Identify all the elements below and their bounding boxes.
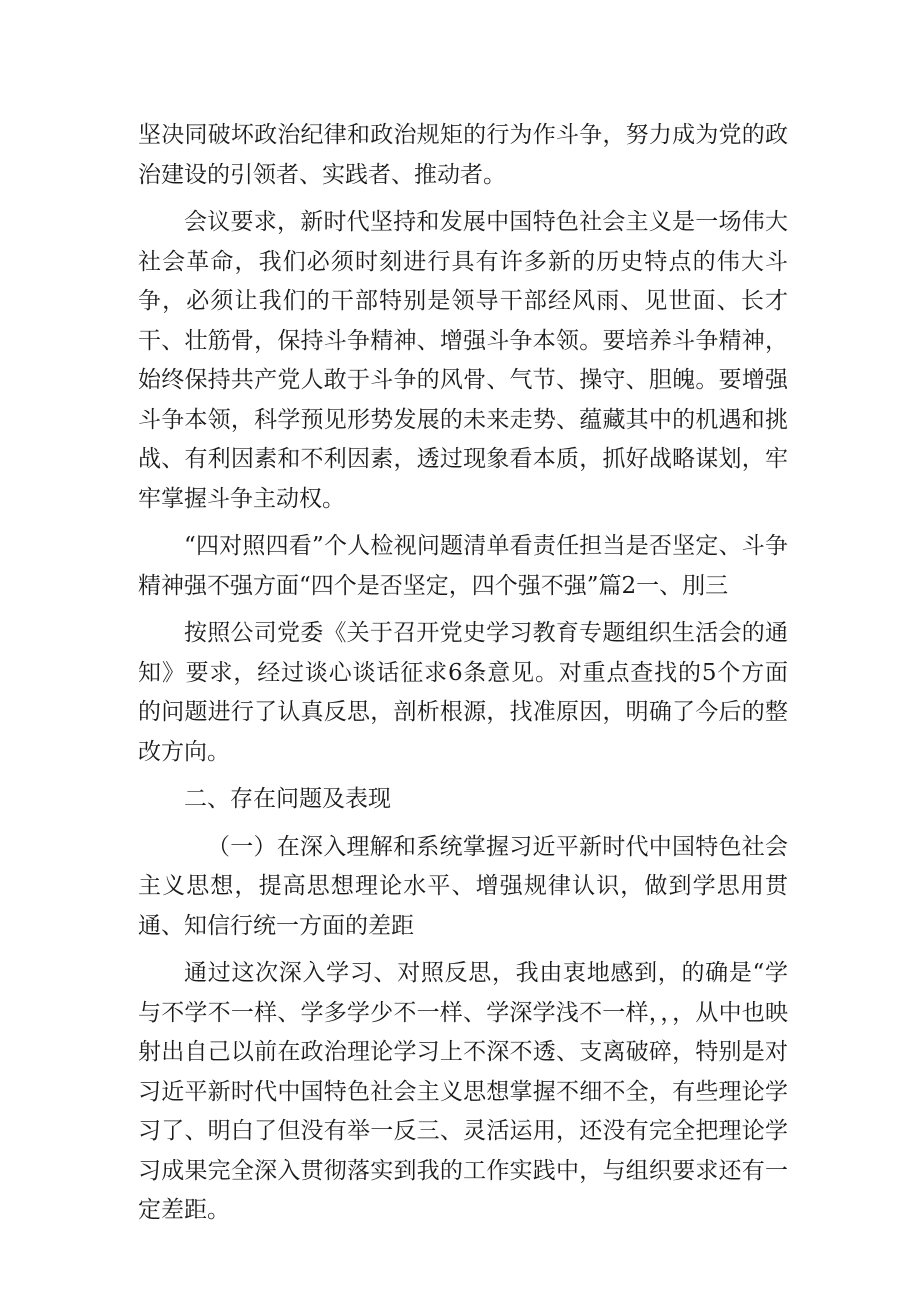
document-body xyxy=(138,116,788,1239)
paragraph-reflection: 通过这次深入学习、对照反思，我由衷地感到，的确是“学与不学不一样、学多学少不一样、学深学浅不一样，，，从中也映射出自己以前在政治理论学习上不深不透、支离破碎，特别是对习近平新时代中国特色社会主义思想掌握不细不全，有些理论学习了、明白了但没有举一反三、灵活运用，还没有完全把理论学习成果完全深入贯彻落实到我的工作实践中，与组织要求还有一定差距。 xyxy=(138,960,788,1223)
paragraph-meeting-requirements: 会议要求，新时代坚持和发展中国特色社会主义是一场伟大社会革命，我们必须时刻进行具有许多新的历史特点的伟大斗争，必须让我们的干部特别是领导干部经风雨、见世面、长才干、壮筋骨，保持斗争精神、增强斗争本领。要培养斗争精神，始终保持共产党人敢于斗争的风骨、气节、操守、胆魄。要增强斗争本领，科学预见形势发展的未来走势、蕴藏其中的机遇和挑战、有利因素和不利因素，透过现象看本质，抓好战略谋划，牢牢掌握斗争主动权。 xyxy=(138,209,788,512)
paragraph-section-title: “四对照四看”个人检视问题清单看责任担当是否坚定、斗争精神强不强方面“四个是否坚定，四个强不强”篇2一、刖三 xyxy=(138,533,788,599)
paragraph-continuation: 坚决同破坏政治纪律和政治规矩的行为作斗争，努力成为党的政治建设的引领者、实践者、推动者。 xyxy=(138,122,788,188)
subheading-gap-one: （一）在深入理解和系统掌握习近平新时代中国特色社会主义思想，提高思想理论水平、增强规律认识，做到学思用贯通、知信行统一方面的差距 xyxy=(138,833,788,939)
paragraph-preface: 按照公司党委《关于召开党史学习教育专题组织生活会的通知》要求，经过谈心谈话征求6条意见。对重点查找的5个方面的问题进行了认真反思，剖析根源，找准原因，明确了今后的整改方向。 xyxy=(138,620,788,765)
heading-problems: 二、存在问题及表现 xyxy=(184,786,391,812)
